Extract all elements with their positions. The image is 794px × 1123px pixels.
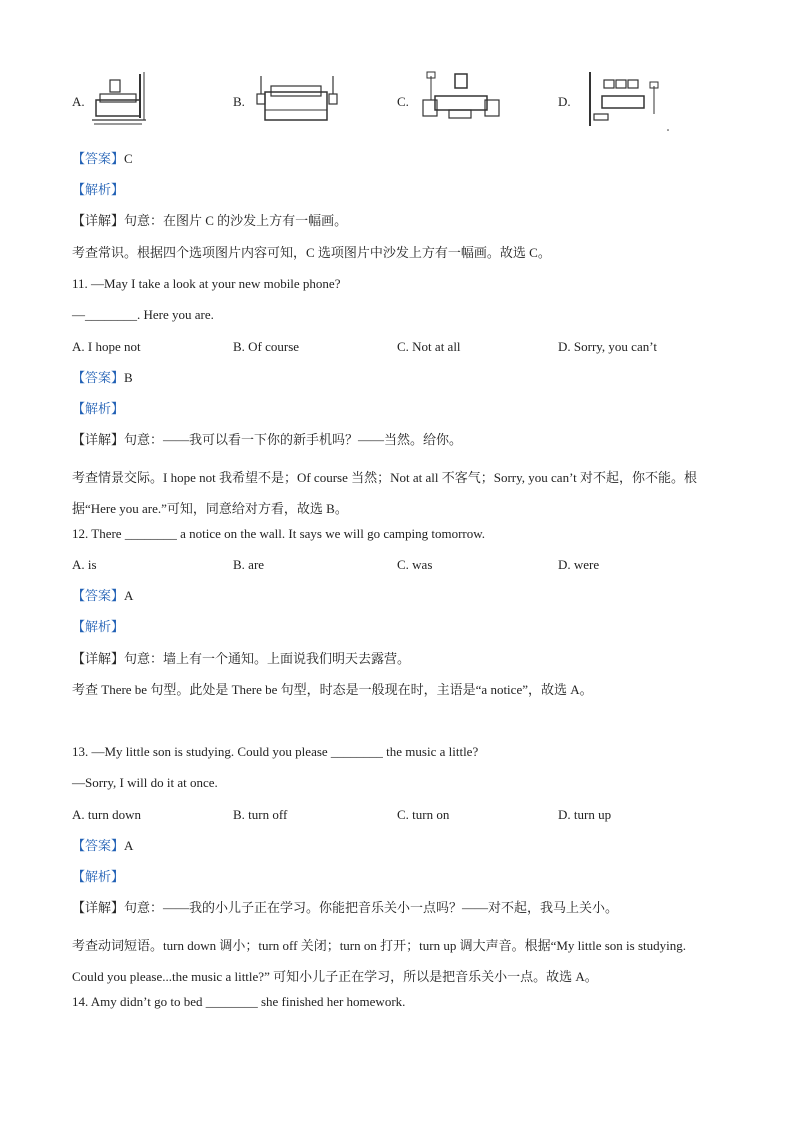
answer-tag: 【答案】 [72,588,125,603]
q11-line2: —________. Here you are. [72,307,214,322]
analysis-tag: 【解析】 [72,182,125,197]
analysis-tag: 【解析】 [72,869,125,884]
q13-line2: —Sorry, I will do it at once. [72,775,218,790]
option-letter: C. [397,94,409,109]
answer-value: B [124,370,133,385]
option-letter: B. [233,94,245,109]
q12-option-c[interactable]: C. was [397,557,433,572]
q10-picture-options [72,70,732,132]
q11-analysis [72,400,124,418]
option-letter: D. [558,94,571,109]
q11-detail [72,431,462,449]
answer-value: C [124,151,133,166]
q10-answer [72,150,133,168]
detail-text: 句意：——我可以看一下你的新手机吗？——当然。给你。 [124,432,463,447]
detail-text: 句意：墙上有一个通知。上面说我们明天去露营。 [124,651,411,666]
q13-option-c[interactable]: C. turn on [397,807,450,822]
q12-options [72,556,732,574]
q12-answer [72,587,133,605]
analysis-tag: 【解析】 [72,401,125,416]
q13-analysis [72,868,124,886]
q11-answer [72,369,133,387]
q12-detail [72,650,410,668]
detail-text: 句意：在图片 C 的沙发上方有一幅画。 [124,213,348,228]
answer-value: A [124,588,134,603]
detail-tag: 【详解】 [72,900,125,915]
sofa-with-painting-icon [419,70,503,128]
q12-explain: 考查 There be 句型。此处是 There be 句型，时态是一般现在时，主语是“a notice”，故选 A。 [72,682,593,697]
q13-option-d[interactable]: D. turn up [558,807,612,822]
double-bed-icon [255,70,339,128]
q11-question: 11. —May I take a look at your new mobile phone? [72,276,341,291]
q14-question: 14. Amy didn’t go to bed ________ she finished her homework. [72,994,406,1009]
answer-tag: 【答案】 [72,151,125,166]
q12-question: 12. There ________ a notice on the wall. It says we will go camping tomorrow. [72,526,486,541]
option-letter: A. [72,94,85,109]
answer-value: A [124,838,134,853]
detail-tag: 【详解】 [72,651,125,666]
q12-option-a[interactable]: A. is [72,557,97,572]
analysis-tag: 【解析】 [72,619,125,634]
q13-explain: 考查动词短语。turn down 调小；turn off 关闭；turn on 打开；turn up 调大声音。根据“My little son is studying. Could you please...the music a little?” 可知小儿子正在学习，所以是把音乐关小一点。故选 A。 [72,938,686,984]
detail-text: 句意：——我的小儿子正在学习。你能把音乐关小一点吗？——对不起，我马上关小。 [124,900,619,915]
q12-analysis [72,618,124,636]
answer-tag: 【答案】 [72,838,125,853]
q11-option-c[interactable]: C. Not at all [397,339,461,354]
q11-option-d[interactable]: D. Sorry, you can’t [558,339,657,354]
q10-analysis [72,181,124,199]
q11-option-b[interactable]: B. Of course [233,339,300,354]
living-room-sofa-icon [582,70,672,132]
bedroom-bed-icon [90,70,148,128]
detail-tag: 【详解】 [72,213,125,228]
answer-tag: 【答案】 [72,370,125,385]
q13-option-a[interactable]: A. turn down [72,807,141,822]
q11-option-a[interactable]: A. I hope not [72,339,141,354]
q10-explain: 考查常识。根据四个选项图片内容可知，C 选项图片中沙发上方有一幅画。故选 C。 [72,245,551,260]
q13-option-b[interactable]: B. turn off [233,807,288,822]
q13-detail [72,899,618,917]
q13-question: 13. —My little son is studying. Could you please ________ the music a little? [72,744,479,759]
q11-options [72,338,732,356]
q13-answer [72,837,133,855]
q10-detail [72,212,347,230]
q12-option-d[interactable]: D. were [558,557,600,572]
detail-tag: 【详解】 [72,432,125,447]
q12-option-b[interactable]: B. are [233,557,265,572]
q11-explain: 考查情景交际。I hope not 我希望不是；Of course 当然；Not at all 不客气；Sorry, you can’t 对不起，你不能。根据“Here you are.”可知，同意给对方看，故选 B。 [72,470,698,516]
q13-options [72,806,732,824]
